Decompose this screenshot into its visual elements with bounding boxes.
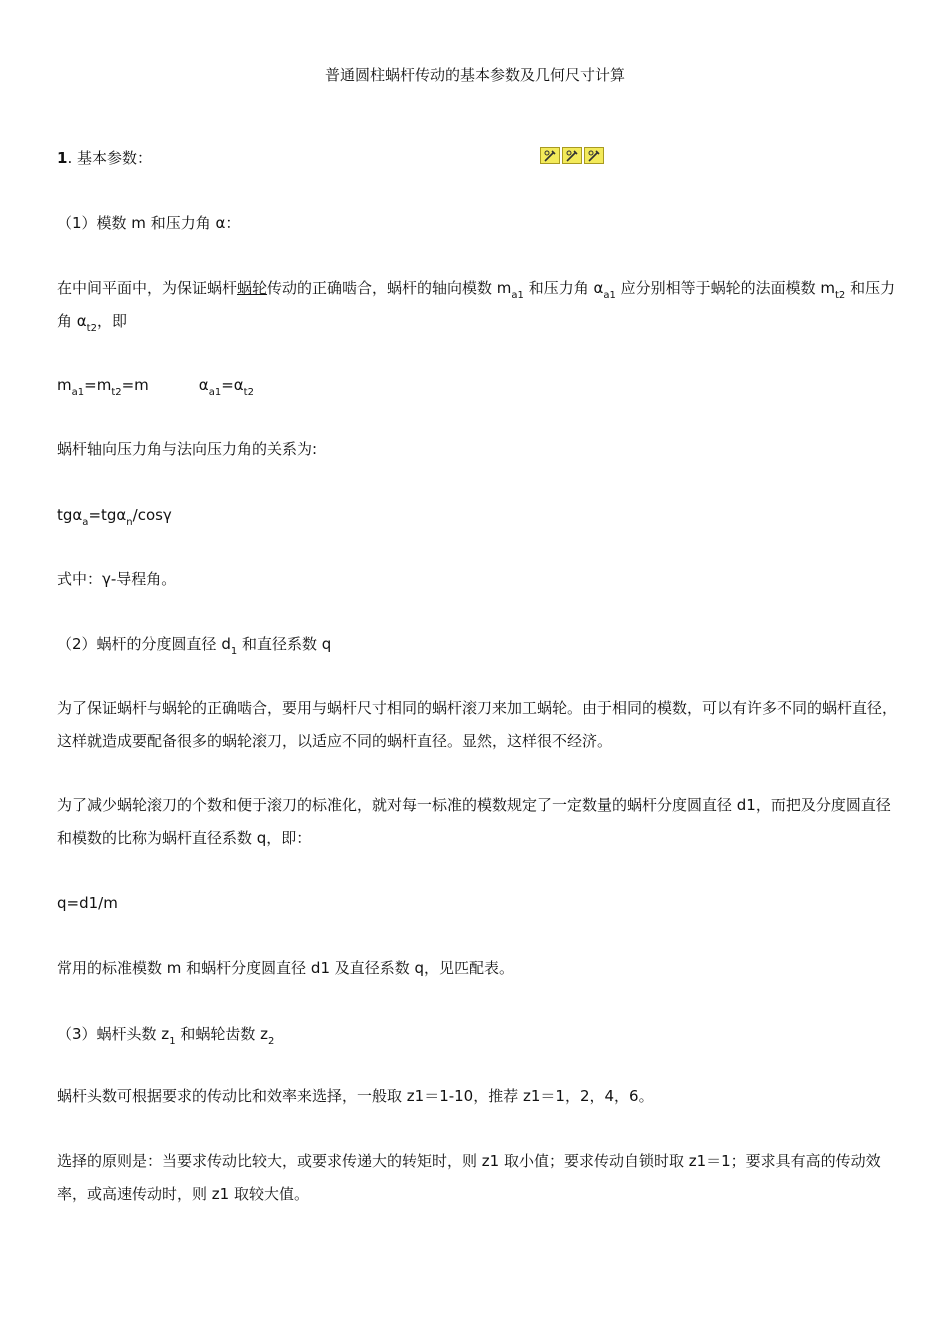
paragraph-pressure-angle: 蜗杆轴向压力角与法向压力角的关系为:	[57, 440, 318, 458]
text: ，即	[96, 312, 127, 330]
paragraph-selection: 选择的原则是：当要求传动比较大，或要求传递大的转矩时，则 z1 取小值；要求传动自锁时取 z1＝1；要求具有高的传动效率，或高速传动时，则 z1 取较大值。	[57, 1152, 881, 1203]
edit-toolbar	[540, 147, 604, 164]
section-heading	[57, 147, 152, 169]
page-title: 普通圆柱蜗杆传动的基本参数及几何尺寸计算	[324, 66, 625, 84]
subscript: t2	[86, 323, 97, 334]
paragraph-table-ref: 常用的标准模数 m 和蜗杆分度圆直径 d1 及直径系数 q，见匹配表。	[57, 959, 515, 977]
subscript: a	[82, 517, 89, 528]
text: α	[198, 376, 209, 394]
subscript: a1	[511, 290, 524, 301]
subscript: t2	[835, 290, 846, 301]
subsection-3	[57, 1023, 274, 1045]
text: /cosγ	[132, 506, 172, 524]
text: （3）蜗杆头数 z	[57, 1025, 170, 1043]
subscript: n	[126, 517, 133, 528]
subscript: 1	[230, 646, 238, 657]
paragraph-hob: 为了保证蜗杆与蜗轮的正确啮合，要用与蜗杆尺寸相同的蜗杆滚刀来加工蜗轮。由于相同的模数，可以有许多不同的蜗杆直径，这样就造成要配备很多的蜗轮滚刀，以适应不同的蜗杆直径。显然，这样很不经济。	[57, 699, 898, 750]
subscript: 2	[267, 1036, 275, 1047]
text: 在中间平面中，为保证蜗杆	[57, 279, 238, 297]
text: 应分别相等于蜗轮的法面模数 m	[615, 279, 836, 297]
equation-pressure-angle	[57, 504, 172, 526]
section-number: 1	[57, 149, 68, 167]
edit-icon[interactable]	[562, 147, 582, 164]
subscript: t2	[243, 387, 254, 398]
subsection-1: （1）模数 m 和压力角 α：	[57, 214, 241, 232]
paragraph-modulus	[57, 272, 897, 338]
paragraph-lead-angle: 式中：γ-导程角。	[57, 570, 177, 588]
text: m	[57, 376, 72, 394]
text: =α	[221, 376, 244, 394]
equation-q: q=d1/m	[57, 894, 118, 912]
paragraph-diameter-factor: 为了减少蜗轮滚刀的个数和便于滚刀的标准化，就对每一标准的模数规定了一定数量的蜗杆分度圆直径 d1，而把及分度圆直径和模数的比称为蜗杆直径系数 q，即：	[57, 796, 891, 847]
text: 和直径系数 q	[237, 635, 332, 653]
text: =tgα	[88, 506, 127, 524]
text: 和压力角 α	[57, 279, 896, 330]
section-label: 基本参数：	[77, 149, 153, 167]
edit-icon[interactable]	[540, 147, 560, 164]
text: （2）蜗杆的分度圆直径 d	[57, 635, 231, 653]
text: 传动的正确啮合，蜗杆的轴向模数 m	[267, 279, 512, 297]
subsection-2	[57, 633, 331, 655]
subscript: a1	[603, 290, 616, 301]
text: 和压力角 α	[523, 279, 604, 297]
subscript: a1	[208, 387, 222, 398]
text: 和蜗轮齿数 z	[175, 1025, 268, 1043]
worm-gear-link[interactable]: 蜗轮	[237, 279, 268, 297]
text: tgα	[57, 506, 83, 524]
section-sep: .	[67, 149, 73, 167]
subscript: t2	[111, 387, 122, 398]
subscript: a1	[71, 387, 85, 398]
paragraph-worm-starts: 蜗杆头数可根据要求的传动比和效率来选择，一般取 z1＝1-10，推荐 z1＝1，2，4，6。	[57, 1087, 654, 1105]
subscript: 1	[169, 1036, 176, 1047]
text: =m	[84, 376, 112, 394]
edit-icon[interactable]	[584, 147, 604, 164]
equation-modulus	[57, 374, 254, 396]
text: =m	[121, 376, 149, 394]
